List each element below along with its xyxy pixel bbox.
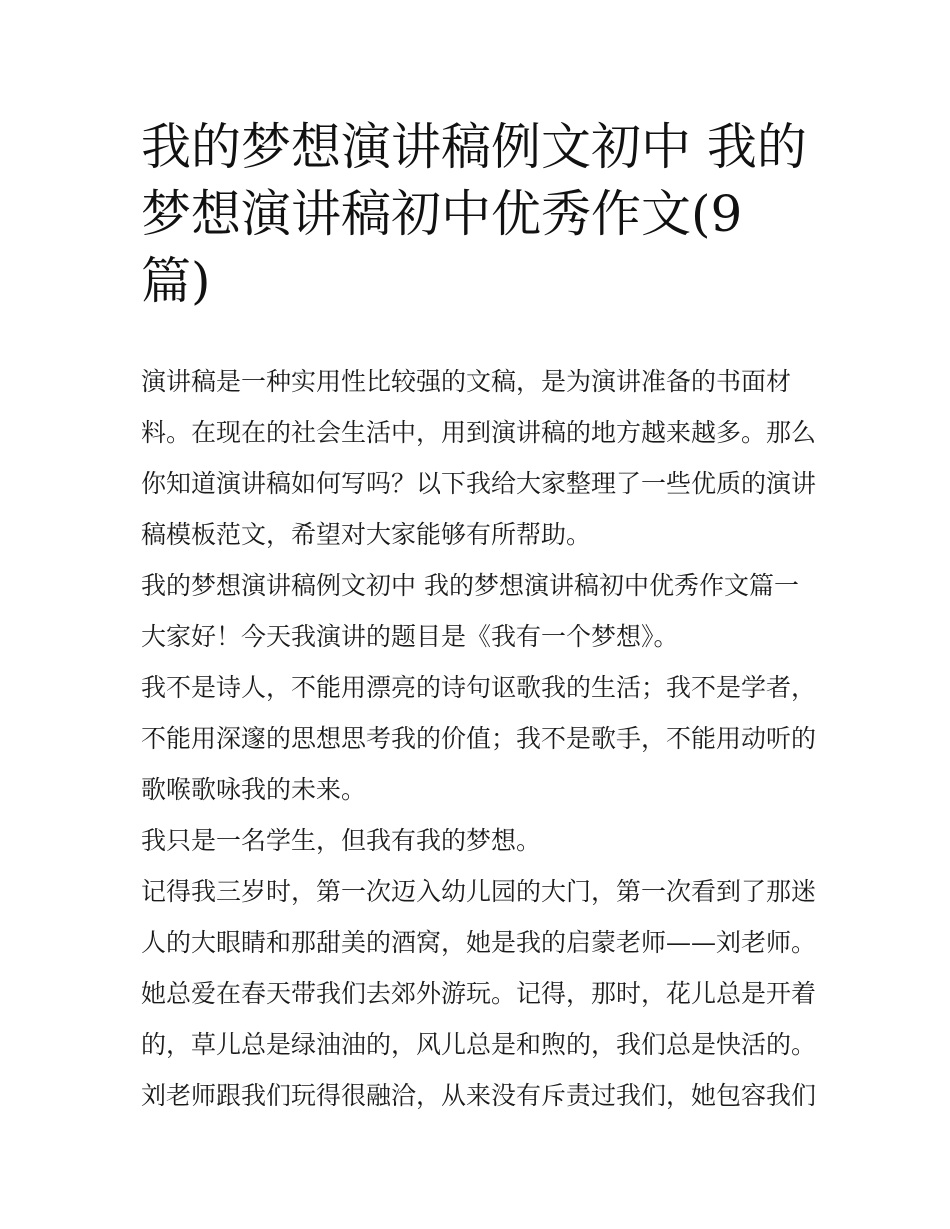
text-line: 你知道演讲稿如何写吗？以下我给大家整理了一些优质的演讲 — [141, 469, 817, 498]
text-line: 大家好！今天我演讲的题目是《我有一个梦想》。 — [141, 622, 679, 651]
text-line: 稿模板范文，希望对大家能够有所帮助。 — [141, 520, 592, 549]
body-paragraph — [141, 815, 817, 866]
text-line: 人的大眼睛和那甜美的酒窝，她是我的启蒙老师——刘老师。 — [141, 928, 817, 957]
document-title — [141, 114, 821, 315]
text-line: 不能用深邃的思想思考我的价值；我不是歌手，不能用动听的 — [141, 724, 817, 753]
text-line: 她总爱在春天带我们去郊外游玩。记得，那时，花儿总是开着 — [141, 979, 817, 1008]
body-paragraph — [141, 662, 817, 815]
title-line: 我的梦想演讲稿例文初中 我的 — [141, 118, 807, 176]
document-body — [141, 356, 817, 1121]
text-line: 我只是一名学生，但我有我的梦想。 — [141, 826, 542, 855]
title-line: 篇) — [141, 252, 211, 310]
text-line: 歌喉歌咏我的未来。 — [141, 775, 367, 804]
text-line: 我不是诗人，不能用漂亮的诗句讴歌我的生活；我不是学者， — [141, 673, 817, 702]
body-paragraph — [141, 866, 817, 1121]
text-line: 演讲稿是一种实用性比较强的文稿，是为演讲准备的书面材 — [141, 367, 792, 396]
text-line: 记得我三岁时，第一次迈入幼儿园的大门，第一次看到了那迷 — [141, 877, 817, 906]
text-line: 我的梦想演讲稿例文初中 我的梦想演讲稿初中优秀作文篇一 — [141, 571, 799, 600]
title-line: 梦想演讲稿初中优秀作文(9 — [141, 185, 743, 243]
text-line: 的，草儿总是绿油油的，风儿总是和煦的，我们总是快活的。 — [141, 1030, 817, 1059]
intro-paragraph — [141, 356, 817, 560]
greeting-paragraph — [141, 611, 817, 662]
text-line: 刘老师跟我们玩得很融洽，从来没有斥责过我们，她包容我们 — [141, 1081, 817, 1110]
section-heading-paragraph — [141, 560, 817, 611]
text-line: 料。在现在的社会生活中，用到演讲稿的地方越来越多。那么 — [141, 418, 817, 447]
